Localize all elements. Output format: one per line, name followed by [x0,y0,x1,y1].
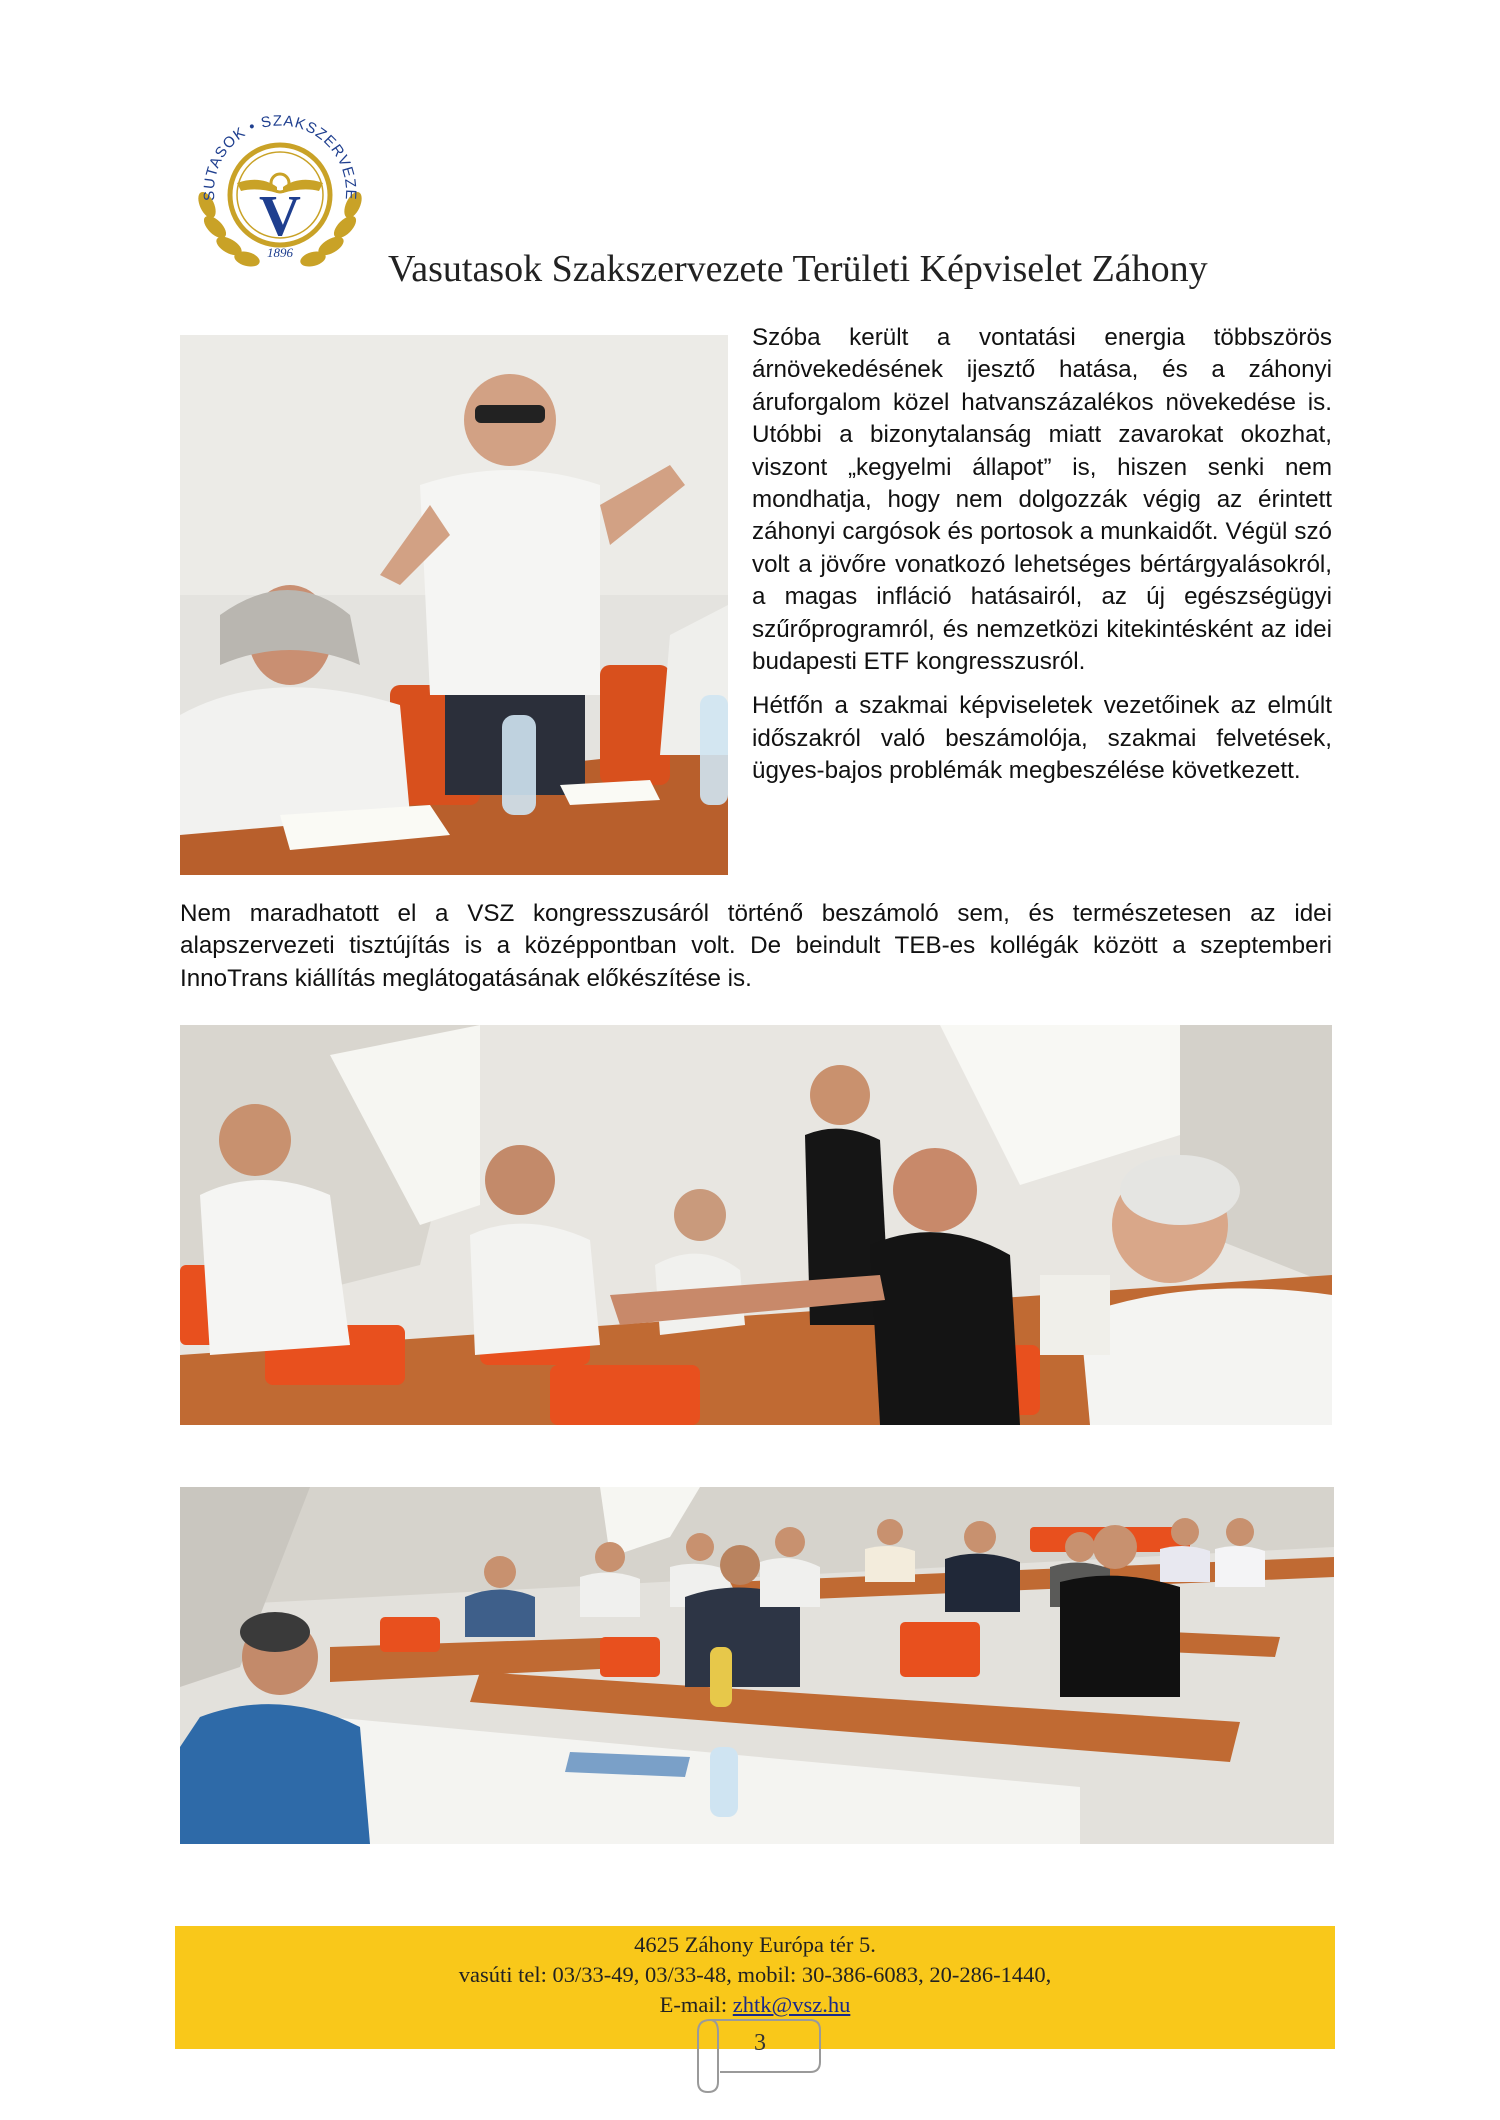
logo-letter: V [259,183,301,248]
footer-email-label: E-mail: [659,1992,733,2017]
photo-speaker-meeting [180,335,728,875]
logo-arc-text: SUTASOK • SZAKSZERVEZE [200,112,360,202]
footer-phones: vasúti tel: 03/33-49, 03/33-48, mobil: 30-386-6083, 20-286-1440, [458,1962,1052,1987]
logo-year: 1896 [267,245,293,260]
paragraph: Nem maradhatott el a VSZ kongresszusáról történő beszámoló sem, és természetesen az idei alapszervezeti tisztújítás is a középpontban volt. De beindult TEB-es kollégák között a szeptemberi InnoTrans kiállítás meglátogatásának előkészítése is. [180,900,1332,992]
photo-participants-attic-room [180,1025,1332,1425]
article-column-text [752,322,1332,800]
article-full-width-text [180,898,1332,995]
paragraph: Hétfőn a szakmai képviseletek vezetőinek az elmúlt időszakról való beszámolója, szakmai felvetések, ügyes-bajos problémák megbeszélése következett. [752,692,1332,785]
footer-address: 4625 Záhony Európa tér 5. [634,1932,876,1957]
union-logo [185,95,375,280]
organization-title: Vasutasok Szakszervezete Területi Képviselet Záhony [388,248,1208,290]
page-number: 3 [754,2030,766,2056]
photo-conference-room-audience [180,1487,1334,1844]
paragraph: Szóba került a vontatási energia többszörös árnövekedésének ijesztő hatása, és a záhonyi áruforgalom közel hatvanszázalékos növekedése is. Utóbbi a bizonytalanság miatt zavarokat okozhat, viszont „kegyelmi állapot” is, hiszen senki nem mondhatja, hogy nem dolgozzák végig az érintett záhonyi cargósok és portosok a munkaidőt. Végül szó volt a jövőre vonatkozó lehetséges bértárgyalásokról, a magas infláció hatásairól, az új egészségügyi szűrőprogramról, és nemzetközi kitekintésként az idei budapesti ETF kongresszusról. [752,324,1332,676]
footer-email-link[interactable]: zhtk@vsz.hu [732,1992,851,2017]
